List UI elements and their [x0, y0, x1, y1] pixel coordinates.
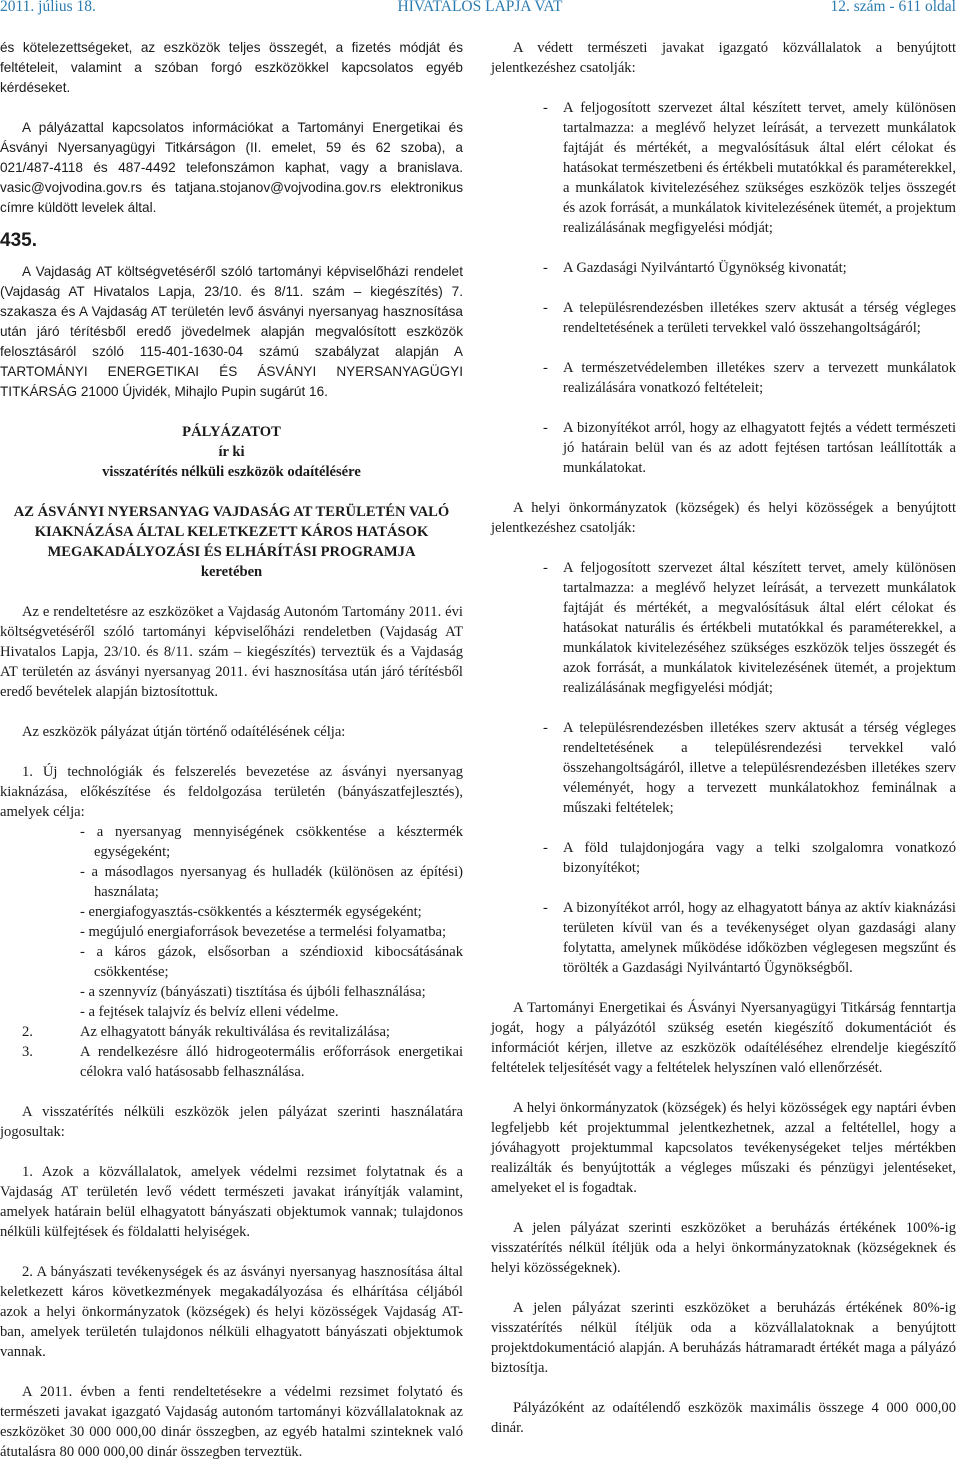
list-item: - A településrendezésben illetékes szerv aktusát a térség végleges rendeltetésének a területi tervekkel való összehangoltságáról; — [543, 300, 956, 336]
public-companies-requirements: A védett természeti javakat igazgató közvállalatok a benyújtott jelentkezéshez csatolják: — [491, 40, 956, 76]
program-framework: keretében — [200, 564, 263, 580]
list-item: - A természetvédelemben illetékes szerv a tervezett munkálatok realizálására vonatkozó feltételeit; — [543, 360, 956, 396]
list-item: - A feljogosított szervezet által készített tervet, amely különösen tartalmazza: a meglévő helyzet leírását, a tervezett munkálatok fajtáját és mértékét, a megvalósításuk által elért célokat és hatásokat természetbeni és értékbeli mutatókkal és paraméterekkel, a munkálatok kivitelezéséhez szükséges eszközök teljes összegét és azok forrását, a munkálatok kivitelezésének ütemét, a projektum realizálásának megfigyelési módját; — [543, 100, 956, 236]
list-item: - a szennyvíz (bányászati) tisztítása és újbóli felhasználása; — [80, 984, 426, 1000]
project-limit: A helyi önkormányzatok (községek) és helyi közösségek egy naptári évben legfeljebb két projektummal jelentkezhetnek, azzal a feltétellel, hogy a jóváhagyott projektummal kapcsolatos tevékenységeket teljes mértékben realizálták és benyújtották a végleges műszaki és pénzügyi jelentéseket, amelyeket el is fogadtak. — [491, 1100, 956, 1196]
municipalities-requirements: A helyi önkormányzatok (községek) és helyi közösségek a benyújtott jelentkezéshez csatolják: — [491, 500, 956, 536]
full-funding: A jelen pályázat szerinti eszközöket a beruházás értékének 100%-ig visszatérítés nélkül ítéljük oda a helyi önkormányzatoknak (községeknek és helyi közösségeknek). — [491, 1220, 956, 1276]
announcement-purpose: visszatérítés nélküli eszközök odaítélésére — [102, 464, 361, 480]
goal-1-list — [0, 822, 463, 1022]
goal-3-line: 3. A rendelkezésre álló hidrogeotermális erőforrások energetikai célokra való hatásosabb felhasználása. — [22, 1044, 463, 1080]
list-item: - A bizonyítékot arról, hogy az elhagyatott fejtés a védett természeti jó határain belül van és az adott fejtésen tartósan leállították a munkálatokat. — [543, 420, 956, 476]
paragraph-continuation: és kötelezettségeket, az eszközök teljes összegét, a fizetés módját és feltételeit, valamint a szóban forgó eszközökkel kapcsolatos egyéb kérdéseket. — [0, 40, 463, 95]
list-item: - A feljogosított szervezet által készített tervet, amely különösen tartalmazza: a meglévő helyzet leírását, a tervezett munkálatok fajtáját és mértékét, a megvalósításuk által elért célokat és hatásokat naturális és értékbeli mutatókkal és paraméterekkel, a munkálatok kivitelezéséhez szükséges eszközök teljes összegét és azok forrását, a munkálatok kivitelezésének ütemét, a projektum realizálásának megfigyelési módját; — [543, 560, 956, 696]
list-item: - A Gazdasági Nyilvántartó Ügynökség kivonatát; — [543, 260, 847, 276]
contact-paragraph: A pályázattal kapcsolatos információkat a Tartományi Energetikai és Ásványi Nyersanyagügyi Titkárságon (II. emelet, 59 és 62 szoba), a 021/487-4118 és 487-4492 telefonszámon kaphat, vagy a branislava. vasic@vojvodina.gov.rs és tatjana.stojanov@vojvodina.gov.rs elektronikus címre küldött levelek által. — [0, 120, 463, 215]
funding-paragraph: Az e rendeltetésre az eszközöket a Vajdaság Autonóm Tartomány 2011. évi költségvetéséről szóló tartományi képviselőházi rendeletben (Vajdaság AT Hivatalos Lapja, 23/10. és 8/11. szám – kiegészítés) terveztük és a Vajdaság AT területén az ásványi nyersanyag 2011. évi hasznosítása után járó térítésből eredő bevételek alapján biztosítottuk. — [0, 604, 463, 700]
budget-paragraph: A 2011. évben a fenti rendeltetésekre a védelmi rezsimet folytató és természeti javakat igazgató Vajdaság autonóm tartományi közvállalatoknak az eszközöket 30 000 000,00 dinár összegben, az egyéb hatalmi szinteknek való átutalásra 80 000 000,00 dinár összegben terveztük. — [0, 1384, 463, 1460]
announcement-subtitle: ír ki — [218, 444, 245, 460]
eligibility-heading: A visszatérítés nélküli eszközök jelen pályázat szerinti használatára jogosultak: — [0, 1104, 463, 1140]
list-item: - a másodlagos nyersanyag és hulladék (különösen az építési) használata; — [80, 864, 463, 900]
header-page-number: 12. szám - 611 oldal — [830, 0, 956, 15]
page-header — [0, 0, 960, 22]
announcement-number: 435. — [0, 230, 37, 251]
header-title: HIVATALOS LAPJA VAT — [397, 0, 563, 15]
public-companies-list — [491, 98, 956, 478]
goal-2: 2. Az elhagyatott bányák rekultiválása és revitalizálása; — [22, 1024, 390, 1040]
program-title: AZ ÁSVÁNYI NYERSANYAG VAJDASÁG AT TERÜLETÉN VALÓ KIAKNÁZÁSA ÁLTAL KELETKEZETT KÁROS HATÁSOK MEGAKADÁLYOZÁSI ÉS ELHÁRÍTÁSI PROGRAMJA — [13, 504, 450, 560]
list-item: - A föld tulajdonjogára vagy a telki szolgalomra vonatkozó bizonyítékot; — [543, 840, 956, 876]
partial-funding: A jelen pályázat szerinti eszközöket a beruházás értékének 80%-ig visszatérítés nélkül ítéljük oda a közvállalatoknak a benyújtott projektdokumentáció alapján. A beruházás hátramaradt értékét maga a pályázó biztosítja. — [491, 1300, 956, 1376]
list-item: - a káros gázok, elsősorban a széndioxid kibocsátásának csökkentése; — [80, 944, 463, 980]
list-item: - a fejtések talajvíz és belvíz elleni védelme. — [80, 1004, 339, 1020]
legal-basis-paragraph: A Vajdaság AT költségvetéséről szóló tartományi képviselőházi rendelet (Vajdaság AT Hivatalos Lapja, 23/10. és 8/11. szám – kiegészítés) 7. szakasza és A Vajdaság AT területén levő ásványi nyersanyag hasznosítása után járó térítésből eredő jövedelmek alapján megvalósított eszközök felosztásáról szóló 115-401-1630-04 számú szabályzat alapján A TARTOMÁNYI ENERGETIKAI ÉS ÁSVÁNYI NYERSANYAGÜGYI TITKÁRSÁG 21000 Újvidék, Mihajlo Pupin sugárút 16. — [0, 264, 463, 399]
list-item: - megújuló energiaforrások bevezetése a termelési folyamatba; — [80, 924, 447, 940]
max-amount: Pályázóként az odaítélendő eszközök maximális összege 4 000 000,00 dinár. — [491, 1400, 956, 1436]
list-item: - a nyersanyag mennyiségének csökkentése a késztermék egységeként; — [80, 824, 463, 860]
municipalities-list — [491, 558, 956, 978]
left-column — [0, 38, 463, 1462]
secretariat-rights: A Tartományi Energetikai és Ásványi Nyersanyagügyi Titkárság fenntartja jogát, hogy a pályázótól szükség esetén kiegészítő dokumentációt és információt kérjen, illetve az eszközök odaítéléséhez elrendelje kiegészítő feltételek teljesítését vagy a feltételek helyszínen való ellenőrzését. — [491, 1000, 956, 1076]
goal-3: A rendelkezésre álló hidrogeotermális erőforrások energetikai célokra való hatásosabb felhasználása. — [80, 1044, 463, 1080]
eligible-1: 1. Azok a közvállalatok, amelyek védelmi rezsimet folytatnak és a Vajdaság AT területén levő védett természeti javakat irányítják valamint, amelyek határain belül elhagyatott bányászati objektumok vannak; tulajdonos nélküli külfejtések és földalatti helyiségek. — [0, 1164, 463, 1240]
list-item: - A településrendezésben illetékes szerv aktusát a térség végleges rendeltetésének a településrendezési tervekkel való összehangoltságáról, illetve a településrendezésben illetékes szerv véleményét, hogy a tervezett munkálatokhoz feminálnak a műszaki feltételek; — [543, 720, 956, 816]
right-column — [491, 38, 956, 1438]
announcement-title: PÁLYÁZATOT — [182, 424, 281, 440]
goal-1: 1. Új technológiák és felszerelés bevezetése az ásványi nyersanyag kiaknázása, előkészítése és feldolgozása területén (bányászatfejlesztés), amelyek célja: — [0, 764, 463, 820]
list-item: - A bizonyítékot arról, hogy az elhagyatott bánya az aktív kiaknázási területen kívül van és a tevékenységet olyan gazdasági alany folytatta, amelynek működése időközben véglegesen megszűnt és törölték a Gazdasági Nyilvántartó Ügynökségből. — [543, 900, 956, 976]
goals-heading: Az eszközök pályázat útján történő odaítélésének célja: — [22, 724, 346, 740]
eligible-2: 2. A bányászati tevékenységek és az ásványi nyersanyag hasznosítása által keletkezett káros következmények megakadályozása és elhárítása céljából azok a helyi önkormányzatok (községek) és helyi közösségek Vajdaság AT-ban, amelyek területén tulajdonos nélküli elhagyatott bányászati objektumok vannak. — [0, 1264, 463, 1360]
list-item: - energiafogyasztás-csökkentés a késztermék egységeként; — [80, 904, 422, 920]
header-date: 2011. július 18. — [0, 0, 96, 15]
